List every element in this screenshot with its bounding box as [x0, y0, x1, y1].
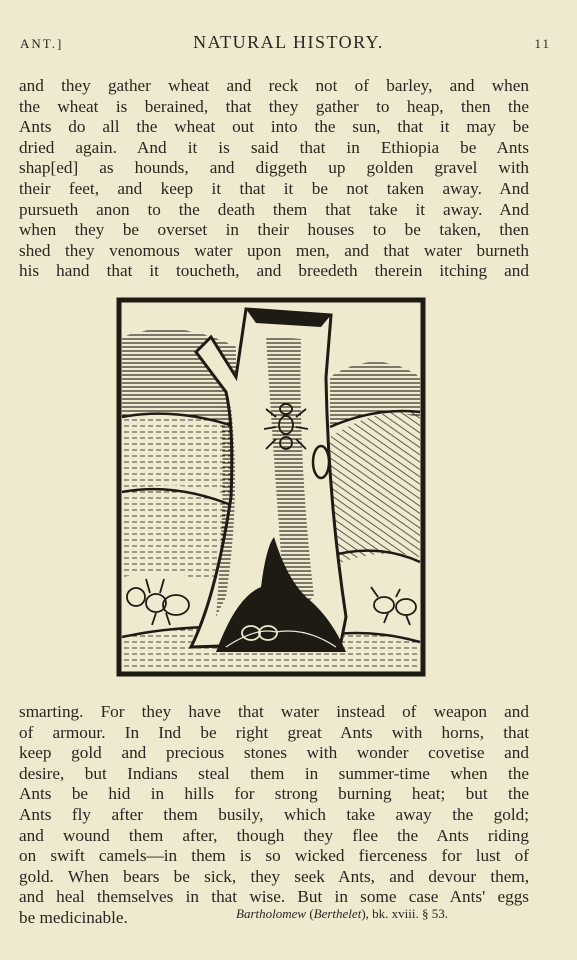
text-line: their feet, and keep it that it be not taken away. And [19, 178, 529, 198]
woodcut-svg [116, 297, 426, 677]
text-line: pursueth anon to the death them that take it away. And [19, 199, 529, 219]
text-line: when they be overset in their houses to be taken, then [19, 220, 529, 240]
paragraph-bottom [19, 702, 529, 929]
text-line: his hand that it toucheth, and breedeth therein itching and [19, 261, 529, 281]
citation-translator: Berthelet [313, 906, 362, 921]
citation-reference: bk. xviii. § 53. [372, 906, 448, 921]
running-head [20, 30, 557, 56]
text-line: Ants be hid in hills for strong burning heat; but the [19, 784, 529, 804]
citation-open-paren: ( [306, 906, 314, 921]
text-line: and wound them after, though they flee the Ants riding [19, 825, 529, 845]
text-line: keep gold and precious stones with wonder covetise and [19, 743, 529, 763]
text-line: and heal themselves in that wise. But in some case Ants' eggs [19, 887, 529, 907]
page-number: 11 [534, 36, 551, 51]
text-line: shap[ed] as hounds, and diggeth up golden gravel with [19, 158, 529, 178]
text-line: Ants fly after them busily, which take away the gold; [19, 804, 529, 824]
text-line: be medicinable. [19, 907, 128, 927]
text-line: and they gather wheat and reck not of barley, and when [19, 76, 529, 95]
text-line: Ants do all the wheat out into the sun, that it may be [19, 117, 529, 137]
citation [236, 906, 448, 922]
text-line: dried again. And it is said that in Ethiopia be Ants [19, 137, 529, 157]
page-title: NATURAL HISTORY. [193, 32, 384, 52]
text-line: on swift camels—in them is so wicked fierceness for lust of [19, 846, 529, 866]
text-line: of armour. In Ind be right great Ants with horns, that [19, 722, 529, 742]
paragraph-top [19, 76, 529, 282]
citation-author: Bartholomew [236, 906, 307, 921]
text-line: shed they venomous water upon men, and that water burneth [19, 240, 529, 260]
citation-close-paren: ), [361, 906, 373, 921]
text-line: smarting. For they have that water instead of weapon and [19, 702, 529, 721]
text-line: desire, but Indians steal them in summer-time when the [19, 763, 529, 783]
woodcut-illustration [116, 297, 426, 677]
section-label: ANT.] [20, 36, 64, 51]
text-line: gold. When bears be sick, they seek Ants, and devour them, [19, 866, 529, 886]
text-line: the wheat is berained, that they gather to heap, then the [19, 96, 529, 116]
